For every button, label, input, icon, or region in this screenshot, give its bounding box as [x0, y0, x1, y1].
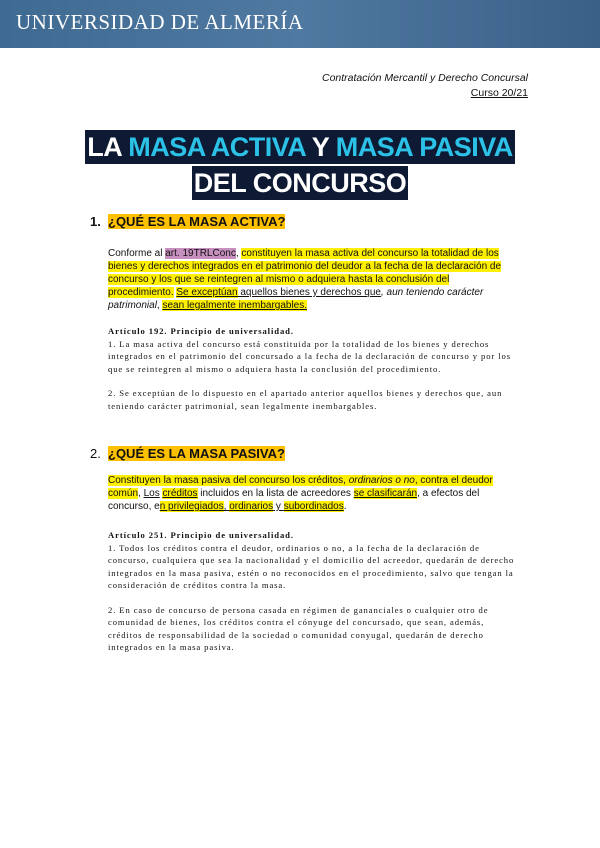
section-1-paragraph: Conforme al art. 19TRLConc, constituyen la masa activa del concurso la totalidad de los bienes y derechos integrados en el patrimonio del deudor a la fecha de la declaración de concurso y los que se reintegren al mismo o adquiera hasta la conclusión del procedimiento. Se exceptúan aquellos bienes y derechos que, aun teniendo carácter patrimonial, sean legalmente inembargables.: [108, 248, 502, 311]
section-1-heading: [90, 214, 285, 229]
section-2-number: 2.: [90, 446, 101, 461]
page-title: [0, 130, 600, 200]
article-192-title: Artículo 192. Principio de universalidad.: [108, 326, 294, 336]
article-251-title: Artículo 251. Principio de universalidad.: [108, 530, 294, 540]
article-251-quote: [108, 529, 520, 654]
section-1-title: ¿QUÉ ES LA MASA ACTIVA?: [108, 214, 286, 229]
article-192-quote: [108, 325, 520, 412]
article-reference: art. 19TRLConc: [165, 248, 236, 259]
section-2-title: ¿QUÉ ES LA MASA PASIVA?: [108, 446, 285, 461]
course-name: Contratación Mercantil y Derecho Concursal: [321, 72, 528, 84]
section-2-heading: [90, 446, 285, 461]
title-highlight-pasiva: MASA PASIVA: [335, 132, 513, 162]
university-header-bar: [0, 0, 600, 48]
article-192-p1: 1. La masa activa del concurso está constituida por la totalidad de los bienes y derechos integrados en el patrimonio del concursado a la fecha de la declaración de concurso y por los que se reintegren al mismo o adquiera hasta la conclusión del procedimiento.: [108, 338, 511, 374]
title-highlight-activa: MASA ACTIVA: [128, 132, 306, 162]
article-251-p1: 1. Todos los créditos contra el deudor, ordinarios o no, a la fecha de la declaración de concurso, cualquiera que sea la nacionalidad y el domicilio del acreedor, quedarán de derecho integrados en la masa pasiva, estén o no reconocidos en el procedimiento, salvo que tengan la consideración de créditos contra la masa.: [108, 542, 515, 590]
article-192-p2: 2. Se exceptúan de lo dispuesto en el apartado anterior aquellos bienes y derechos que, aun teniendo carácter patrimonial, sean legalmente inembargables.: [108, 388, 503, 411]
section-1-number: 1.: [90, 214, 101, 229]
article-251-p2: 2. En caso de concurso de persona casada en régimen de gananciales o cualquier otro de comunidad de bienes, los créditos contra el cónyuge del concursado, que sean, además, créditos de responsabilidad de la sociedad o comunidad conyugal, quedarán de derecho integrados en la masa pasiva.: [108, 604, 489, 652]
title-line-2: DEL CONCURSO: [193, 168, 407, 198]
title-line-1: LA MASA ACTIVA Y MASA PASIVA: [87, 132, 513, 162]
document-meta: [322, 71, 528, 101]
course-year: Curso 20/21: [470, 87, 528, 99]
university-logo: UNIVERSIDAD DE ALMERÍA: [16, 10, 304, 34]
section-2-paragraph: Constituyen la masa pasiva del concurso los créditos, ordinarios o no, contra el deudor común, Los créditos incluidos en la lista de acreedores se clasificarán, a efectos del concurso, en privilegiados, ordinarios y subordinados.: [108, 475, 493, 512]
